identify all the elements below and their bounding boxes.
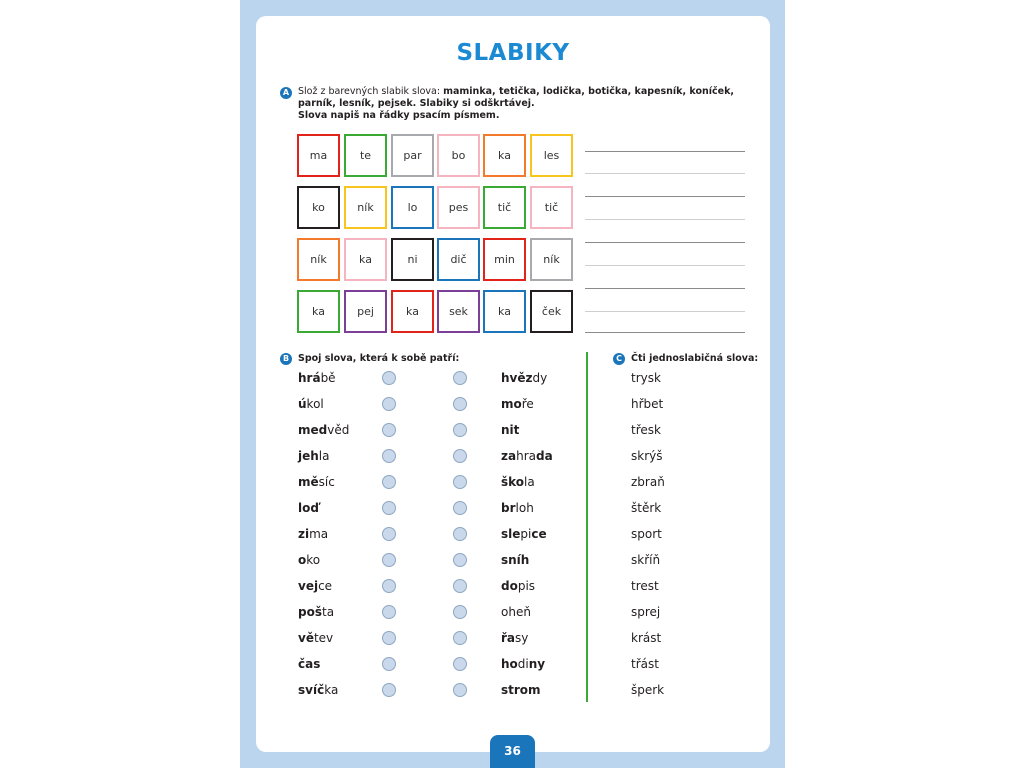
syllable-box[interactable]: tič	[483, 186, 526, 229]
left-word: větev	[298, 631, 334, 645]
left-connect-dot[interactable]	[382, 501, 396, 515]
section-b-badge: B	[280, 353, 292, 365]
syllable-box[interactable]: ka	[297, 290, 340, 333]
syllable-box[interactable]: par	[391, 134, 434, 177]
right-word: nit	[501, 423, 520, 437]
one-syllable-word: štěrk	[631, 501, 662, 515]
one-syllable-word: zbraň	[631, 475, 665, 489]
right-connect-dot[interactable]	[453, 631, 467, 645]
syllable-box[interactable]: ník	[344, 186, 387, 229]
one-syllable-word: trest	[631, 579, 659, 593]
right-word: slepice	[501, 527, 547, 541]
writing-line[interactable]	[585, 311, 745, 312]
right-connect-dot[interactable]	[453, 657, 467, 671]
right-connect-dot[interactable]	[453, 449, 467, 463]
right-word: škola	[501, 475, 535, 489]
right-connect-dot[interactable]	[453, 475, 467, 489]
syllable-box[interactable]: ník	[530, 238, 573, 281]
writing-line[interactable]	[585, 151, 745, 152]
section-c-instruction: Čti jednoslabičná slova:	[631, 353, 759, 364]
page-title: SLABIKY	[456, 40, 570, 66]
left-connect-dot[interactable]	[382, 371, 396, 385]
writing-line[interactable]	[585, 219, 745, 220]
right-word: moře	[501, 397, 534, 411]
syllable-box[interactable]: ka	[483, 134, 526, 177]
writing-line[interactable]	[585, 288, 745, 289]
syllable-box[interactable]: bo	[437, 134, 480, 177]
syllable-box[interactable]: les	[530, 134, 573, 177]
left-word: medvěd	[298, 423, 350, 437]
right-word: strom	[501, 683, 541, 697]
left-word: oko	[298, 553, 321, 567]
one-syllable-word: hřbet	[631, 397, 664, 411]
syllable-box[interactable]: ka	[344, 238, 387, 281]
left-word: jehla	[298, 449, 330, 463]
section-a-instruction	[298, 86, 768, 122]
one-syllable-word: třást	[631, 657, 659, 671]
syllable-box[interactable]: dič	[437, 238, 480, 281]
left-word: vejce	[298, 579, 333, 593]
right-word: zahrada	[501, 449, 553, 463]
right-connect-dot[interactable]	[453, 371, 467, 385]
left-word: čas	[298, 657, 321, 671]
section-a-badge: A	[280, 87, 292, 99]
writing-line[interactable]	[585, 265, 745, 266]
right-connect-dot[interactable]	[453, 397, 467, 411]
syllable-box[interactable]: te	[344, 134, 387, 177]
syllable-box[interactable]: pes	[437, 186, 480, 229]
right-connect-dot[interactable]	[453, 527, 467, 541]
section-a-line-3: Slova napiš na řádky psacím písmem.	[298, 110, 500, 121]
left-word: loď	[298, 501, 319, 515]
left-word: měsíc	[298, 475, 335, 489]
syllable-box[interactable]: ček	[530, 290, 573, 333]
right-connect-dot[interactable]	[453, 579, 467, 593]
left-connect-dot[interactable]	[382, 683, 396, 697]
right-connect-dot[interactable]	[453, 501, 467, 515]
right-word: brloh	[501, 501, 534, 515]
left-word: svíčka	[298, 683, 339, 697]
one-syllable-word: sport	[631, 527, 662, 541]
syllable-box[interactable]: ko	[297, 186, 340, 229]
section-a-line-1: Slož z barevných slabik slova: maminka, tetička, lodička, botička, kapesník, koníček,	[298, 86, 735, 97]
left-word: úkol	[298, 397, 324, 411]
right-word: řasy	[501, 631, 529, 645]
writing-line[interactable]	[585, 242, 745, 243]
left-connect-dot[interactable]	[382, 605, 396, 619]
right-connect-dot[interactable]	[453, 423, 467, 437]
one-syllable-word: krást	[631, 631, 662, 645]
one-syllable-word: třesk	[631, 423, 661, 437]
syllable-box[interactable]: tič	[530, 186, 573, 229]
section-c-badge: C	[613, 353, 625, 365]
left-connect-dot[interactable]	[382, 475, 396, 489]
left-word: hrábě	[298, 371, 336, 385]
left-connect-dot[interactable]	[382, 579, 396, 593]
syllable-box[interactable]: ka	[391, 290, 434, 333]
syllable-box[interactable]: sek	[437, 290, 480, 333]
writing-line[interactable]	[585, 196, 745, 197]
page-number: 36	[490, 735, 535, 768]
left-connect-dot[interactable]	[382, 423, 396, 437]
left-connect-dot[interactable]	[382, 527, 396, 541]
one-syllable-word: sprej	[631, 605, 661, 619]
syllable-box[interactable]: min	[483, 238, 526, 281]
left-word: pošta	[298, 605, 335, 619]
right-word: oheň	[501, 605, 531, 619]
one-syllable-word: šperk	[631, 683, 665, 697]
right-connect-dot[interactable]	[453, 553, 467, 567]
section-a-line-2: parník, lesník, pejsek. Slabiky si odškrtávej.	[298, 98, 535, 109]
syllable-box[interactable]: pej	[344, 290, 387, 333]
left-connect-dot[interactable]	[382, 631, 396, 645]
writing-line[interactable]	[585, 332, 745, 333]
syllable-box[interactable]: lo	[391, 186, 434, 229]
right-word: hodiny	[501, 657, 546, 671]
left-connect-dot[interactable]	[382, 553, 396, 567]
one-syllable-word: trysk	[631, 371, 661, 385]
syllable-box[interactable]: ni	[391, 238, 434, 281]
right-word: sníh	[501, 553, 530, 567]
syllable-box[interactable]: ma	[297, 134, 340, 177]
one-syllable-word: skrýš	[631, 449, 663, 463]
left-connect-dot[interactable]	[382, 397, 396, 411]
left-connect-dot[interactable]	[382, 449, 396, 463]
right-word: dopis	[501, 579, 536, 593]
writing-line[interactable]	[585, 173, 745, 174]
section-b-instruction: Spoj slova, která k sobě patří:	[298, 353, 460, 364]
section-divider	[586, 352, 588, 702]
one-syllable-word: skříň	[631, 553, 661, 567]
syllable-box[interactable]: ka	[483, 290, 526, 333]
right-word: hvězdy	[501, 371, 548, 385]
syllable-box[interactable]: ník	[297, 238, 340, 281]
right-connect-dot[interactable]	[453, 605, 467, 619]
left-connect-dot[interactable]	[382, 657, 396, 671]
left-word: zima	[298, 527, 329, 541]
right-connect-dot[interactable]	[453, 683, 467, 697]
